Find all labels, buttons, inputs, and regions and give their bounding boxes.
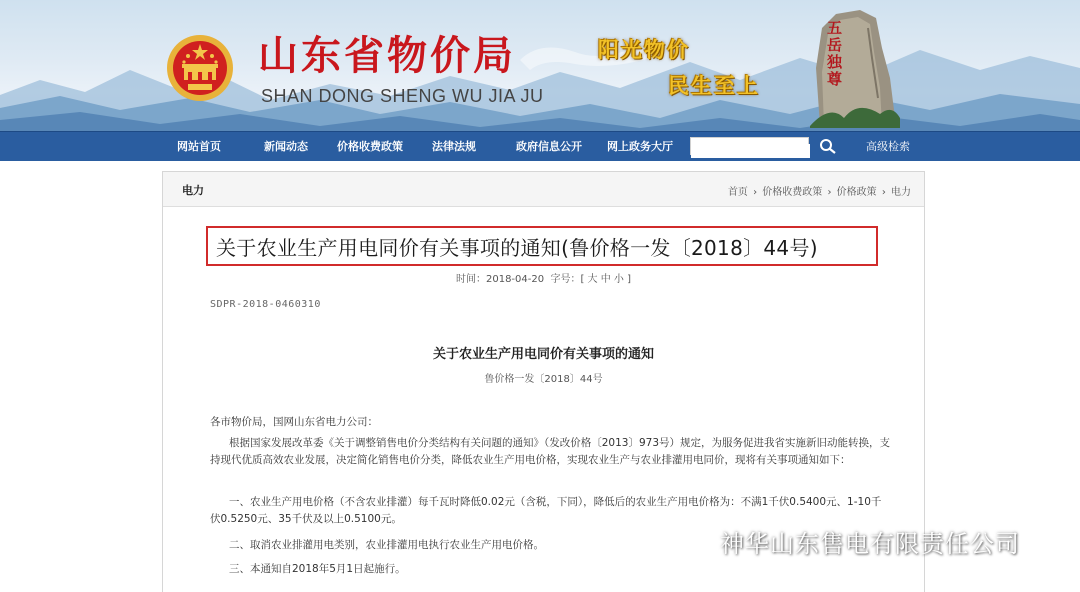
- meta-font-label: 字号：: [550, 274, 581, 285]
- notice-item-3: 三、本通知自2018年5月1日起施行。: [229, 563, 406, 575]
- breadcrumb-electricity[interactable]: 电力: [891, 187, 911, 198]
- article-meta: [163, 270, 924, 285]
- notice-number: 鲁价格一发〔2018〕44号: [484, 374, 603, 385]
- article-title-highlight: [206, 226, 878, 266]
- article-title: 关于农业生产用电同价有关事项的通知(鲁价格一发〔2018〕44号): [216, 236, 818, 260]
- site-title: 山东省物价局: [258, 32, 516, 79]
- category-bar: [163, 172, 924, 207]
- nav-item-home[interactable]: 网站首页: [177, 140, 221, 153]
- notice-title: 关于农业生产用电同价有关事项的通知: [432, 347, 654, 362]
- search-field[interactable]: [690, 137, 809, 155]
- breadcrumb-separator: ›: [827, 187, 832, 198]
- watermark-text: 神华山东售电有限责任公司: [720, 530, 1020, 558]
- search-input[interactable]: [691, 144, 810, 158]
- nav-item-laws[interactable]: 法律法规: [432, 140, 476, 153]
- document-id: SDPR-2018-0460310: [210, 299, 321, 310]
- breadcrumb: [727, 183, 912, 198]
- nav-item-news[interactable]: 新闻动态: [264, 140, 308, 153]
- meta-time-label: 时间：: [455, 274, 486, 285]
- national-emblem-icon: [166, 34, 234, 102]
- nav-item-price-policy[interactable]: 价格收费政策: [337, 140, 403, 153]
- site-banner: [0, 0, 1080, 131]
- notice-body-paragraph: 根据国家发展改革委《关于调整销售电价分类结构有关问题的通知》（发改价格〔2013〕973号）规定，为服务促进我省实施新旧动能转换，支持现代优质高效农业发展，决定简化销售电价分类，降低农业生产用电价格，实现农业生产与农业排灌用电同价，现将有关事项通知如下：: [210, 437, 891, 466]
- rock-inscription: 五岳独尊: [825, 20, 843, 88]
- search-icon[interactable]: [818, 137, 838, 155]
- font-size-switcher[interactable]: [ 大 中 小 ]: [580, 274, 631, 285]
- mountain-landscape: [0, 0, 1080, 131]
- breadcrumb-price-policy[interactable]: 价格收费政策: [762, 187, 823, 198]
- breadcrumb-separator: ›: [753, 187, 758, 198]
- category-label: 电力: [182, 184, 204, 197]
- breadcrumb-separator: ›: [881, 187, 886, 198]
- nav-item-gov-info[interactable]: 政府信息公开: [516, 140, 582, 153]
- slogan-livelihood-first: 民生至上: [668, 73, 760, 98]
- content-gap: [0, 161, 1080, 171]
- wechat-icon: [664, 526, 710, 552]
- site-pinyin: SHAN DONG SHENG WU JIA JU: [261, 86, 544, 106]
- notice-addressee: 各市物价局，国网山东省电力公司：: [210, 416, 378, 428]
- breadcrumb-home[interactable]: 首页: [727, 187, 748, 198]
- notice-item-1: 一、农业生产用电价格（不含农业排灌）每千瓦时降低0.02元（含税，下同），降低后的农业生产用电价格为：不满1千伏0.5400元、1-10千伏0.5250元、35千伏及以上0.5100元。: [210, 496, 882, 525]
- breadcrumb-price-section[interactable]: 价格政策: [836, 187, 877, 198]
- meta-time: 2018-04-20: [485, 274, 545, 285]
- advanced-search-link[interactable]: 高级检索: [866, 140, 910, 153]
- slogan-sunshine-price: 阳光物价: [598, 37, 690, 62]
- notice-item-2: 二、取消农业排灌用电类别，农业排灌用电执行农业生产用电价格。: [229, 539, 544, 551]
- nav-item-online-hall[interactable]: 网上政务大厅: [607, 140, 673, 153]
